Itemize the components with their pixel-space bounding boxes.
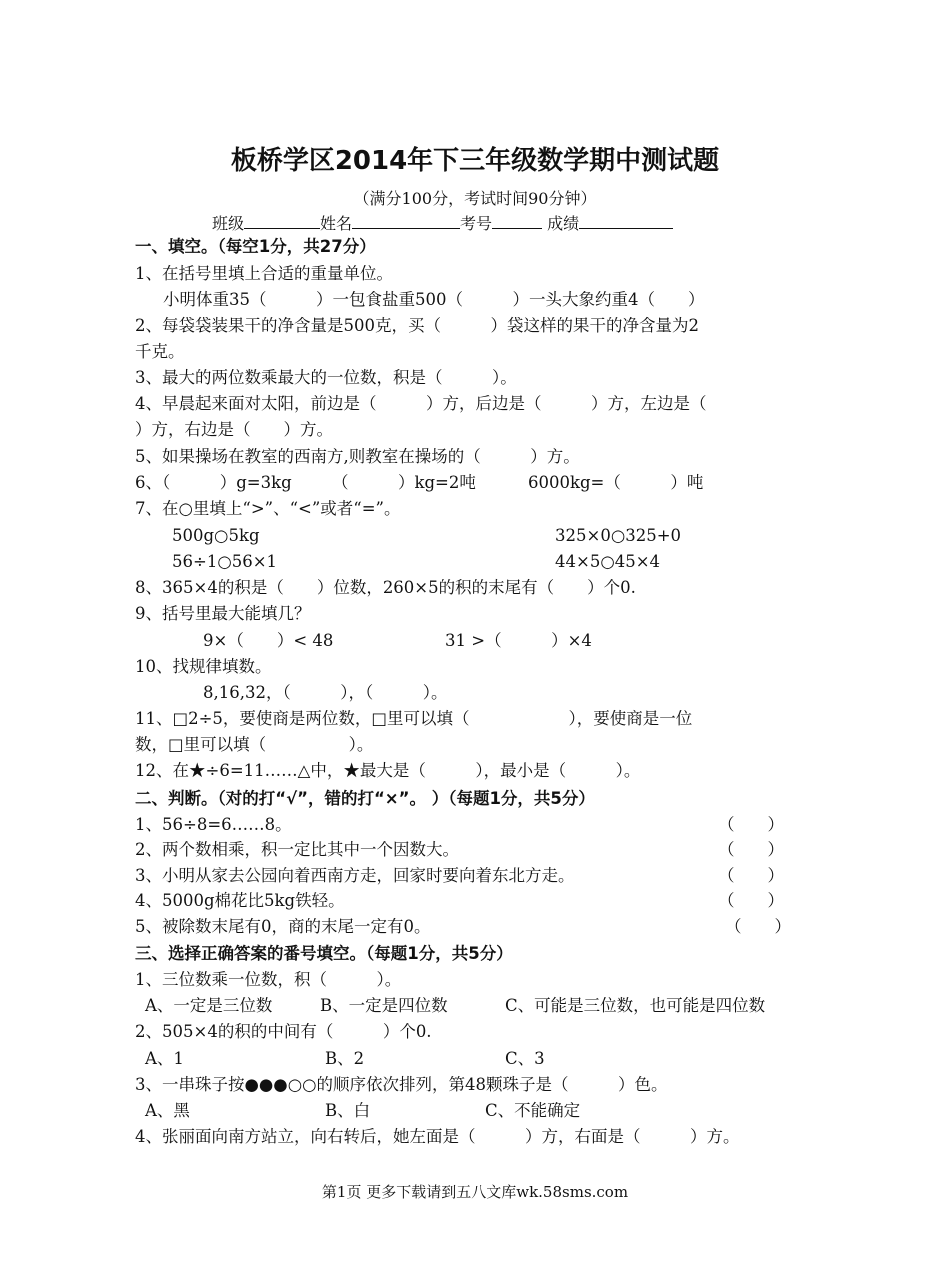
question-7-d: 44×5○45×4 [555,552,661,571]
class-label: 班级 [212,214,245,233]
question-1-items: 小明体重35（ ）一包食盐重500（ ）一头大象约重4（ ） [163,290,705,309]
judge-item-5: 5、被除数末尾有0，商的末尾一定有0。 [135,917,431,936]
question-4-line-2: ）方，右边是（ ）方。 [135,420,333,439]
judge-item-2: 2、两个数相乘，积一定比其中一个因数大。 [135,840,459,859]
question-7-c: 56÷1○56×1 [172,552,278,571]
judge-answer-1[interactable]: （ ） [718,815,784,834]
choice-question-1: 1、三位数乘一位数，积（ ）。 [135,970,402,989]
question-2-line-2: 千克。 [135,342,185,361]
judge-answer-3[interactable]: （ ） [718,866,784,885]
class-blank[interactable] [244,214,320,229]
question-12: 12、在★÷6=11……△中，★最大是（ ），最小是（ ）。 [135,761,641,780]
choice-question-2: 2、505×4的积的中间有（ ）个0. [135,1022,432,1041]
choice-3-option-c: C、不能确定 [485,1101,581,1120]
choice-1-option-b: B、一定是四位数 [320,996,448,1015]
question-5: 5、如果操场在教室的西南方,则教室在操场的（ ）方。 [135,447,580,466]
question-1: 1、在括号里填上合适的重量单位。 [135,264,393,283]
question-11-line-1: 11、□2÷5，要使商是两位数，□里可以填（ ），要使商是一位 [135,709,693,728]
question-10: 10、找规律填数。 [135,657,272,676]
choice-2-option-a: A、1 [145,1049,184,1068]
page-footer: 第1页 更多下载请到五八文库wk.58sms.com [321,1183,629,1201]
judge-item-1: 1、56÷8=6……8。 [135,815,292,834]
choice-1-option-c: C、可能是三位数，也可能是四位数 [505,996,766,1015]
question-4-line-1: 4、早晨起来面对太阳，前边是（ ）方，后边是（ ）方，左边是（ [135,394,707,413]
question-9-a: 9×（ ）< 48 [203,631,334,650]
choice-3-option-b: B、白 [325,1101,371,1120]
question-8: 8、365×4的积是（ ）位数，260×5的积的末尾有（ ）个0. [135,578,636,597]
judge-answer-5[interactable]: （ ） [725,917,791,936]
question-7-a: 500g○5kg [172,526,260,545]
question-7: 7、在○里填上“>”、“<”或者“=”。 [135,499,401,518]
name-blank[interactable] [352,214,460,229]
question-9: 9、括号里最大能填几？ [135,604,311,623]
judge-item-3: 3、小明从家去公园向着西南方走，回家时要向着东北方走。 [135,866,575,885]
question-6-a: 6、（ ）g=3kg [135,473,292,492]
exam-no-label: 考号 [460,214,493,233]
name-label: 姓名 [320,214,353,233]
page-title: 板桥学区2014年下三年级数学期中测试题 [230,146,720,176]
score-blank[interactable] [579,214,673,229]
choice-3-option-a: A、黑 [145,1101,190,1120]
choice-question-3: 3、一串珠子按●●●○○的顺序依次排列，第48颗珠子是（ ）色。 [135,1075,668,1094]
choice-question-4: 4、张丽面向南方站立，向右转后，她左面是（ ）方，右面是（ ）方。 [135,1127,740,1146]
choice-2-option-b: B、2 [325,1049,365,1068]
section-heading-choice: 三、选择正确答案的番号填空。（每题1分，共5分） [135,944,513,963]
judge-item-4: 4、5000g棉花比5kg铁轻。 [135,891,345,910]
question-6-c: 6000kg=（ ）吨 [528,473,704,492]
student-info-line [212,211,673,234]
section-heading-judge: 二、判断。（对的打“√”，错的打“×”。 ）（每题1分，共5分） [135,789,595,808]
question-10-sequence: 8,16,32，（ ），（ ）。 [203,683,448,702]
question-9-b: 31 >（ ）×4 [445,631,592,650]
exam-subtitle: （满分100分，考试时间90分钟） [353,189,597,208]
judge-answer-2[interactable]: （ ） [718,840,784,859]
question-11-line-2: 数，□里可以填（ ）。 [135,735,374,754]
choice-2-option-c: C、3 [505,1049,545,1068]
exam-no-blank[interactable] [492,214,542,229]
choice-1-option-a: A、一定是三位数 [145,996,273,1015]
question-3: 3、最大的两位数乘最大的一位数，积是（ ）。 [135,368,517,387]
question-7-b: 325×0○325+0 [555,526,682,545]
score-label: 成绩 [547,214,580,233]
section-heading-fill: 一、填空。（每空1分，共27分） [135,237,376,256]
question-6-b: （ ）kg=2吨 [332,473,476,492]
judge-answer-4[interactable]: （ ） [718,891,784,910]
question-2-line-1: 2、每袋袋装果干的净含量是500克，买（ ）袋这样的果干的净含量为2 [135,316,699,335]
